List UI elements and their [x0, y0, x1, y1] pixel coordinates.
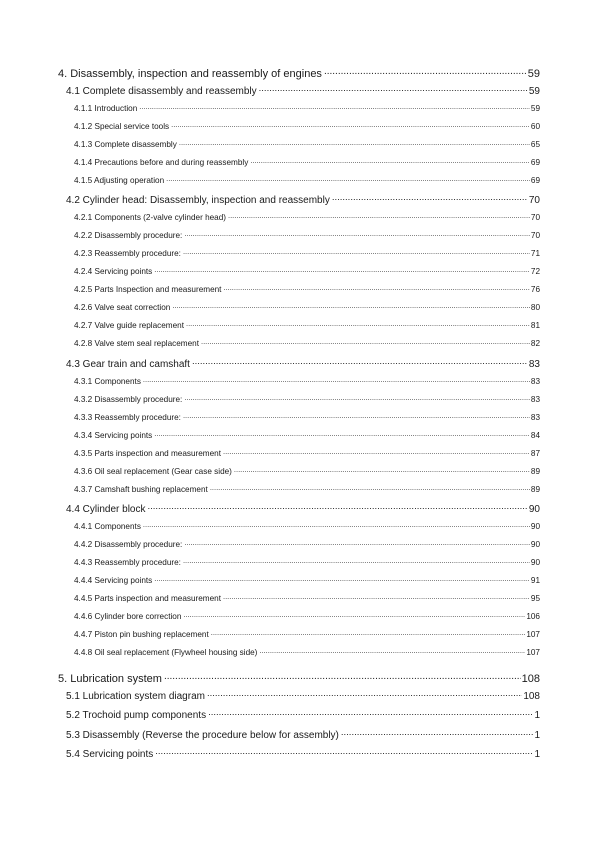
dot-leader — [259, 647, 525, 655]
toc-entry-title: 5. Lubrication system — [58, 673, 162, 685]
dot-leader — [166, 175, 530, 183]
toc-entry-title: 4.2.6 Valve seat correction — [74, 303, 171, 313]
dot-leader — [143, 521, 530, 529]
toc-entry-title: 4.1.5 Adjusting operation — [74, 176, 165, 186]
toc-entry-level-2[interactable] — [66, 502, 540, 515]
toc-entry-level-1[interactable] — [58, 66, 540, 80]
toc-entry-level-3[interactable] — [74, 302, 540, 312]
toc-entry-level-2[interactable] — [66, 357, 540, 370]
dot-leader — [341, 728, 534, 738]
toc-entry-title: 4.4.2 Disassembly procedure: — [74, 540, 183, 550]
toc-entry-page-number: 108 — [523, 691, 540, 702]
toc-entry-title: 4.3.2 Disassembly procedure: — [74, 395, 183, 405]
toc-entry-title: 5.4 Servicing points — [66, 749, 154, 760]
toc-entry-title: 4.4.6 Cylinder bore correction — [74, 612, 182, 622]
dot-leader — [171, 121, 530, 129]
toc-entry-page-number: 84 — [530, 431, 540, 441]
dot-leader — [201, 338, 530, 346]
toc-entry-page-number: 70 — [528, 195, 540, 206]
toc-entry-page-number: 90 — [528, 504, 540, 515]
toc-entry-level-3[interactable] — [74, 647, 540, 657]
toc-entry-level-3[interactable] — [74, 629, 540, 639]
toc-entry-title: 4.4 Cylinder block — [66, 504, 146, 515]
toc-entry-title: 4.4.5 Parts inspection and measurement — [74, 594, 222, 604]
dot-leader — [324, 66, 527, 77]
toc-entry-page-number: 72 — [530, 267, 540, 277]
toc-entry-page-number: 59 — [530, 104, 540, 114]
dot-leader — [155, 747, 533, 757]
toc-entry-title: 4.1.4 Precautions before and during reassembly — [74, 158, 249, 168]
toc-entry-page-number: 70 — [530, 231, 540, 241]
dot-leader — [234, 466, 530, 474]
toc-entry-level-3[interactable] — [74, 139, 540, 149]
toc-entry-level-3[interactable] — [74, 412, 540, 422]
toc-entry-title: 4.4.8 Oil seal replacement (Flywheel housing side) — [74, 648, 258, 658]
toc-entry-page-number: 83 — [528, 359, 540, 370]
dot-leader — [186, 320, 530, 328]
toc-entry-level-2[interactable] — [66, 193, 540, 206]
dot-leader — [192, 357, 528, 367]
dot-leader — [183, 557, 530, 565]
toc-entry-level-3[interactable] — [74, 466, 540, 476]
toc-entry-page-number: 90 — [530, 558, 540, 568]
toc-entry-title: 4.2.2 Disassembly procedure: — [74, 231, 183, 241]
toc-entry-page-number: 89 — [530, 467, 540, 477]
toc-entry-level-3[interactable] — [74, 484, 540, 494]
toc-entry-title: 5.2 Trochoid pump components — [66, 710, 207, 721]
toc-entry-level-3[interactable] — [74, 121, 540, 131]
toc-entry-level-3[interactable] — [74, 376, 540, 386]
toc-entry-page-number: 80 — [530, 303, 540, 313]
toc-entry-level-3[interactable] — [74, 175, 540, 185]
toc-entry-title: 5.1 Lubrication system diagram — [66, 691, 205, 702]
toc-entry-page-number: 1 — [534, 730, 540, 741]
toc-entry-title: 4.2.1 Components (2-valve cylinder head) — [74, 213, 227, 223]
toc-entry-page-number: 90 — [530, 540, 540, 550]
toc-entry-title: 4.4.7 Piston pin bushing replacement — [74, 630, 209, 640]
toc-entry-page-number: 107 — [526, 630, 540, 640]
toc-entry-title: 4.1 Complete disassembly and reassembly — [66, 86, 257, 97]
toc-entry-page-number: 82 — [530, 339, 540, 349]
dot-leader — [139, 103, 530, 111]
toc-entry-page-number: 1 — [534, 710, 540, 721]
toc-entry-page-number: 83 — [530, 395, 540, 405]
toc-entry-page-number: 90 — [530, 522, 540, 532]
toc-entry-page-number: 76 — [530, 285, 540, 295]
toc-entry-page-number: 71 — [530, 249, 540, 259]
toc-entry-level-2[interactable] — [66, 747, 540, 760]
toc-entry-page-number: 60 — [530, 122, 540, 132]
toc-entry-title: 4.2.5 Parts Inspection and measurement — [74, 285, 222, 295]
dot-leader — [223, 284, 529, 292]
dot-leader — [184, 230, 530, 238]
toc-entry-title: 4.2.4 Servicing points — [74, 267, 153, 277]
toc-entry-level-3[interactable] — [74, 593, 540, 603]
dot-leader — [154, 430, 530, 438]
toc-entry-title: 4.4.1 Components — [74, 522, 141, 532]
dot-leader — [184, 539, 530, 547]
dot-leader — [259, 84, 528, 94]
dot-leader — [250, 157, 530, 165]
toc-entry-page-number: 106 — [526, 612, 540, 622]
toc-entry-page-number: 1 — [534, 749, 540, 760]
dot-leader — [207, 689, 522, 699]
toc-entry-level-1[interactable] — [58, 671, 540, 685]
toc-entry-title: 4.3.6 Oil seal replacement (Gear case side) — [74, 467, 232, 477]
toc-entry-level-2[interactable] — [66, 728, 540, 741]
dot-leader — [143, 376, 530, 384]
toc-entry-level-3[interactable] — [74, 230, 540, 240]
toc-entry-level-3[interactable] — [74, 338, 540, 348]
toc-entry-level-2[interactable] — [66, 689, 540, 702]
dot-leader — [154, 575, 530, 583]
toc-entry-title: 4.3.7 Camshaft bushing replacement — [74, 485, 208, 495]
toc-entry-page-number: 107 — [526, 648, 540, 658]
toc-entry-title: 4.4.3 Reassembly procedure: — [74, 558, 181, 568]
dot-leader — [211, 629, 526, 637]
toc-entry-page-number: 83 — [530, 377, 540, 387]
toc-entry-page-number: 108 — [521, 673, 540, 685]
toc-entry-page-number: 59 — [527, 68, 540, 80]
toc-entry-page-number: 69 — [530, 158, 540, 168]
toc-entry-level-3[interactable] — [74, 212, 540, 222]
toc-entry-title: 4.1.2 Special service tools — [74, 122, 170, 132]
toc-entry-level-3[interactable] — [74, 320, 540, 330]
toc-entry-page-number: 69 — [530, 176, 540, 186]
dot-leader — [332, 193, 528, 203]
toc-entry-title: 4.3.4 Servicing points — [74, 431, 153, 441]
toc-entry-level-3[interactable] — [74, 521, 540, 531]
toc-entry-title: 4.2.8 Valve stem seal replacement — [74, 339, 199, 349]
toc-entry-page-number: 83 — [530, 413, 540, 423]
dot-leader — [172, 302, 530, 310]
dot-leader — [183, 248, 530, 256]
toc-entry-title: 4.4.4 Servicing points — [74, 576, 153, 586]
dot-leader — [184, 394, 530, 402]
toc-entry-page-number: 65 — [530, 140, 540, 150]
toc-entry-page-number: 59 — [528, 86, 540, 97]
toc-entry-level-2[interactable] — [66, 84, 540, 97]
dot-leader — [223, 593, 530, 601]
dot-leader — [183, 412, 530, 420]
toc-entry-level-3[interactable] — [74, 266, 540, 276]
toc-entry-page-number: 91 — [530, 576, 540, 586]
toc-entry-title: 4.2 Cylinder head: Disassembly, inspection and reassembly — [66, 195, 330, 206]
dot-leader — [183, 611, 525, 619]
dot-leader — [179, 139, 530, 147]
toc-entry-level-3[interactable] — [74, 557, 540, 567]
toc-entry-title: 4.3.3 Reassembly procedure: — [74, 413, 181, 423]
toc-entry-level-3[interactable] — [74, 394, 540, 404]
toc-entry-level-3[interactable] — [74, 430, 540, 440]
toc-entry-title: 4. Disassembly, inspection and reassembly of engines — [58, 68, 322, 80]
toc-entry-page-number: 70 — [530, 213, 540, 223]
toc-entry-level-2[interactable] — [66, 708, 540, 721]
dot-leader — [147, 502, 527, 512]
toc-entry-title: 4.3.5 Parts inspection and measurement — [74, 449, 222, 459]
dot-leader — [154, 266, 530, 274]
toc-entry-level-3[interactable] — [74, 611, 540, 621]
toc-entry-title: 4.2.3 Reassembly procedure: — [74, 249, 181, 259]
toc-entry-level-3[interactable] — [74, 284, 540, 294]
toc-entry-title: 4.1.1 Introduction — [74, 104, 138, 114]
toc-entry-page-number: 87 — [530, 449, 540, 459]
dot-leader — [210, 484, 530, 492]
dot-leader — [223, 448, 530, 456]
toc-entry-level-3[interactable] — [74, 248, 540, 258]
toc-entry-level-3[interactable] — [74, 103, 540, 113]
toc-entry-title: 4.3.1 Components — [74, 377, 141, 387]
toc-entry-page-number: 89 — [530, 485, 540, 495]
dot-leader — [208, 708, 533, 718]
toc-entry-level-3[interactable] — [74, 157, 540, 167]
toc-entry-level-3[interactable] — [74, 575, 540, 585]
dot-leader — [228, 212, 530, 220]
toc-entry-page-number: 95 — [530, 594, 540, 604]
toc-entry-title: 4.2.7 Valve guide replacement — [74, 321, 184, 331]
toc-entry-level-3[interactable] — [74, 448, 540, 458]
toc-entry-page-number: 81 — [530, 321, 540, 331]
toc-entry-title: 4.3 Gear train and camshaft — [66, 359, 190, 370]
dot-leader — [164, 671, 521, 682]
toc-entry-title: 5.3 Disassembly (Reverse the procedure below for assembly) — [66, 730, 339, 741]
toc-entry-level-3[interactable] — [74, 539, 540, 549]
toc-entry-title: 4.1.3 Complete disassembly — [74, 140, 177, 150]
